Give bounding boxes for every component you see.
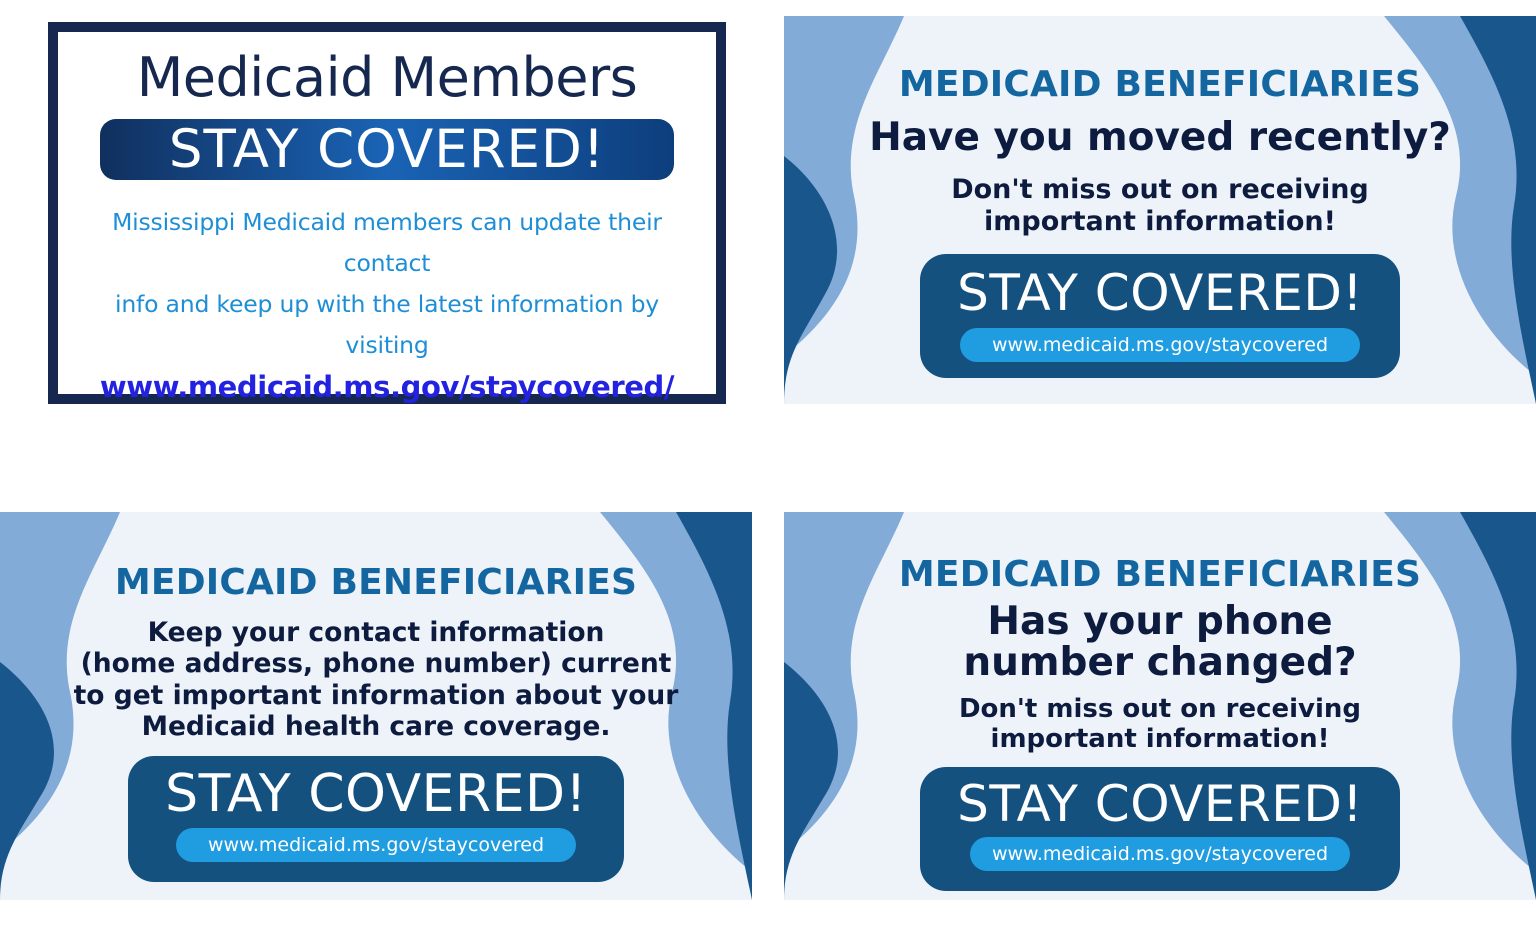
stay-covered-banner bbox=[920, 254, 1400, 378]
card-subtext bbox=[951, 174, 1369, 238]
card-subtext bbox=[74, 617, 679, 742]
card-subtext bbox=[959, 694, 1361, 755]
stay-covered-banner bbox=[920, 767, 1400, 891]
website-url-link[interactable]: www.medicaid.ms.gov/staycovered bbox=[176, 828, 576, 862]
subtext-line-1: Don't miss out on receiving bbox=[958, 693, 1362, 724]
subtext-line-2: (home address, phone number) current bbox=[80, 648, 672, 680]
card-content bbox=[784, 512, 1536, 900]
phone-number-changed-card bbox=[784, 512, 1536, 900]
subtext-line-3: to get important information about your bbox=[73, 679, 679, 711]
card-title: Medicaid Members bbox=[136, 46, 638, 109]
card-content bbox=[0, 512, 752, 900]
card-content bbox=[784, 16, 1536, 404]
subtext-line-4: Medicaid health care coverage. bbox=[141, 710, 611, 742]
subtext-line-1: Don't miss out on receiving bbox=[951, 174, 1369, 206]
stay-covered-label: STAY COVERED! bbox=[165, 764, 587, 825]
headline-line-2: number changed? bbox=[963, 640, 1357, 686]
website-url-link[interactable]: www.medicaid.ms.gov/staycovered/ bbox=[99, 370, 675, 404]
website-url-link[interactable]: www.medicaid.ms.gov/staycovered bbox=[970, 837, 1350, 871]
card-kicker: MEDICAID BENEFICIARIES bbox=[898, 64, 1422, 105]
card-kicker: MEDICAID BENEFICIARIES bbox=[898, 554, 1422, 595]
card-body-text bbox=[80, 202, 694, 367]
headline-line-1: Has your phone bbox=[987, 599, 1333, 644]
website-url-link[interactable]: www.medicaid.ms.gov/staycovered bbox=[960, 328, 1360, 362]
subtext-line-1: Keep your contact information bbox=[147, 617, 605, 648]
stay-covered-label: STAY COVERED! bbox=[168, 118, 606, 180]
subtext-line-2: important information! bbox=[990, 724, 1330, 755]
body-line-2: info and keep up with the latest information by visiting bbox=[115, 289, 659, 360]
card-inner-frame bbox=[58, 32, 716, 404]
stay-covered-banner bbox=[100, 119, 674, 180]
stay-covered-label: STAY COVERED! bbox=[957, 264, 1363, 323]
moved-recently-card bbox=[784, 16, 1536, 404]
body-line-1: Mississippi Medicaid members can update their contact bbox=[112, 207, 662, 277]
medicaid-members-card bbox=[48, 22, 726, 404]
stay-covered-label: STAY COVERED! bbox=[957, 775, 1363, 833]
card-kicker: MEDICAID BENEFICIARIES bbox=[114, 562, 638, 603]
card-headline bbox=[963, 601, 1356, 684]
card-headline: Have you moved recently? bbox=[869, 115, 1451, 160]
stay-covered-banner bbox=[128, 756, 624, 882]
keep-contact-info-card bbox=[0, 512, 752, 900]
subtext-line-2: important information! bbox=[984, 206, 1336, 238]
